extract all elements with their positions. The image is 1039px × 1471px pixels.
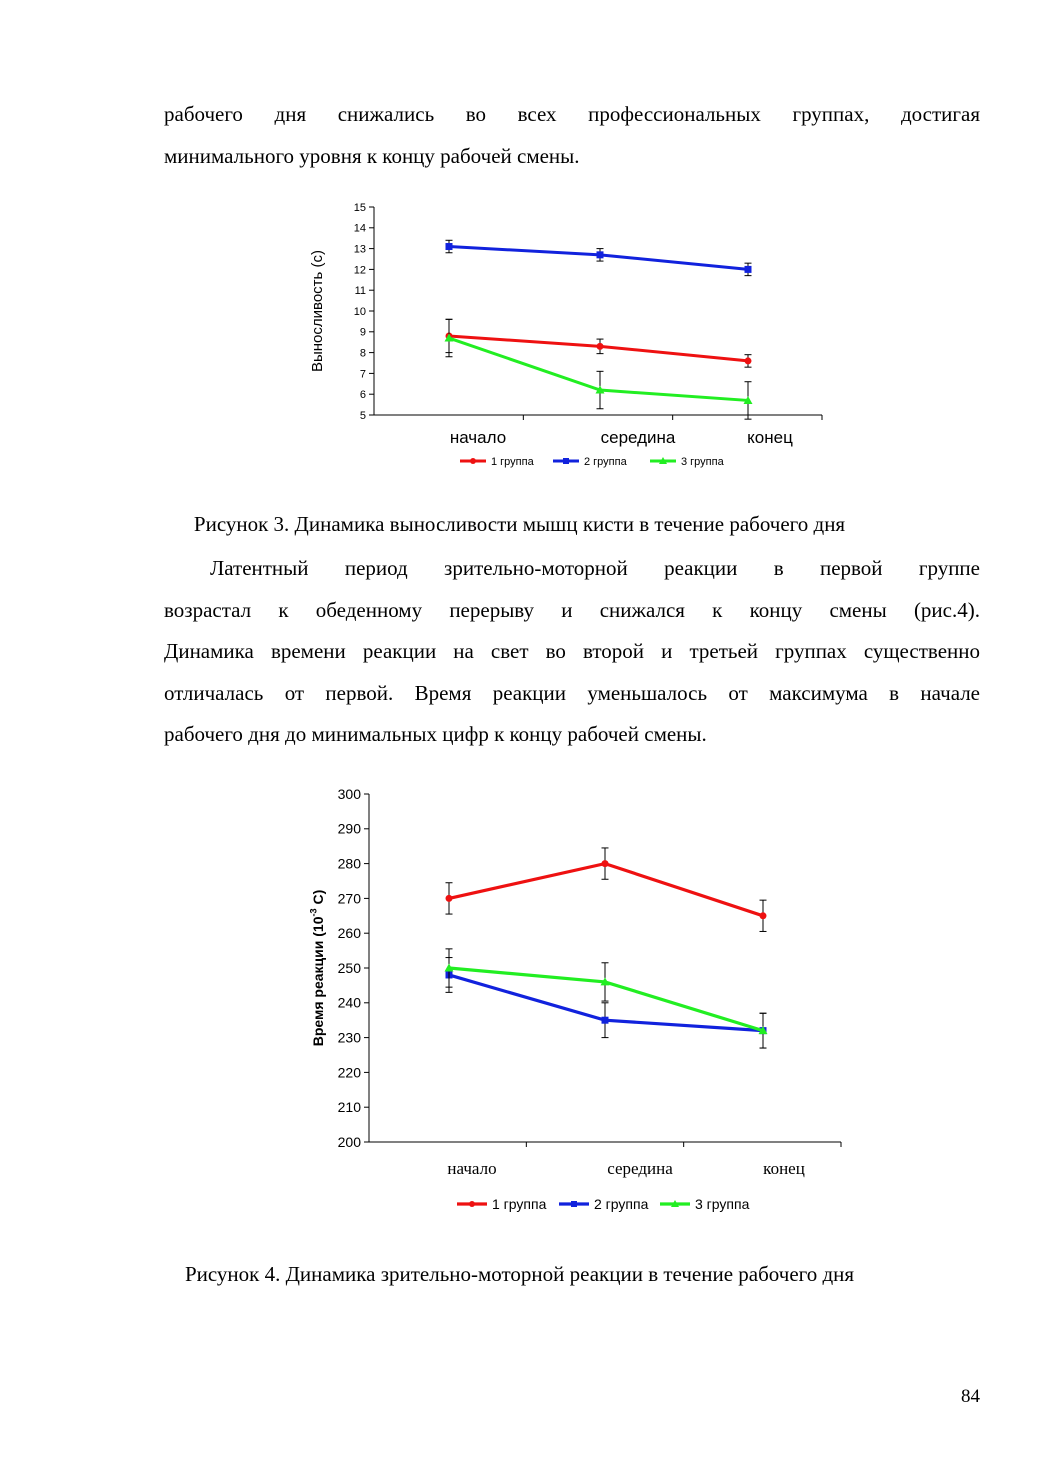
text-line: Латентный период зрительно-моторной реакции в первой группе [210, 556, 980, 580]
x-tick-label: середина [607, 1159, 673, 1178]
x-tick-label: начало [447, 1159, 497, 1178]
y-axis-label: Время реакции ($10^{-3}$ С) [308, 889, 326, 1047]
y-tick-label: 250 [337, 959, 361, 976]
legend-label: 2 группа [584, 455, 627, 468]
y-tick-label: 8 [359, 347, 366, 360]
legend-marker [571, 1201, 577, 1207]
x-tick-label: начало [449, 428, 507, 447]
text-line: Динамика времени реакции на свет во второй и третьей группах существенно [164, 639, 980, 663]
legend-label: 3 группа [695, 1195, 750, 1212]
page-number: 84 [961, 1386, 980, 1407]
x-tick-label: конец [763, 1159, 805, 1178]
y-tick-label: 13 [353, 243, 366, 256]
y-tick-label: 220 [337, 1064, 361, 1081]
y-tick-label: 5 [359, 409, 366, 422]
x-tick-label: середина [600, 428, 676, 447]
data-point [760, 912, 767, 919]
text-line: отличалась от первой. Время реакции уменьшалось от максимума в начале [164, 680, 980, 705]
text-line: возрастал к обеденному перерыву и снижался к концу смены (рис.4). [164, 597, 980, 622]
y-tick-label: 300 [337, 785, 361, 802]
figure-4-caption: Рисунок 4. Динамика зрительно-моторной реакции в течение рабочего дня [184, 1262, 855, 1286]
y-tick-label: 12 [353, 264, 366, 277]
legend-label: 1 группа [491, 455, 534, 468]
y-tick-label: 9 [359, 326, 366, 339]
y-tick-label: 240 [337, 994, 361, 1011]
y-tick-label: 7 [359, 368, 366, 381]
legend-label: 2 группа [594, 1195, 649, 1212]
text-line: минимального уровня к концу рабочей смены. [164, 143, 580, 168]
y-tick-label: 290 [337, 820, 361, 837]
y-tick-label: 280 [337, 855, 361, 872]
y-tick-label: 11 [354, 285, 366, 298]
y-tick-label: 270 [337, 890, 361, 907]
data-point [602, 860, 609, 867]
y-tick-label: 210 [337, 1099, 361, 1116]
figure-3-caption: Рисунок 3. Динамика выносливости мышц кисти в течение рабочего дня [193, 512, 846, 536]
y-tick-label: 200 [337, 1133, 361, 1150]
series-line [449, 864, 763, 916]
y-axis-label: Выносливость (с) [309, 249, 326, 373]
x-tick-label: конец [747, 428, 793, 447]
y-tick-label: 15 [353, 201, 366, 214]
data-point [602, 1017, 609, 1024]
y-tick-label: 230 [337, 1029, 361, 1046]
data-point [446, 895, 453, 902]
legend-label: 3 группа [681, 455, 724, 468]
text-line: рабочего дня снижались во всех профессиональных группах, достигая [164, 102, 980, 126]
legend-marker [469, 1201, 475, 1207]
y-tick-label: 260 [337, 925, 361, 942]
text-line: рабочего дня до минимальных цифр к концу рабочей смены. [164, 722, 707, 746]
legend-label: 1 группа [492, 1195, 547, 1212]
y-tick-label: 10 [353, 305, 366, 318]
y-tick-label: 14 [353, 222, 366, 235]
y-tick-label: 6 [359, 389, 366, 402]
